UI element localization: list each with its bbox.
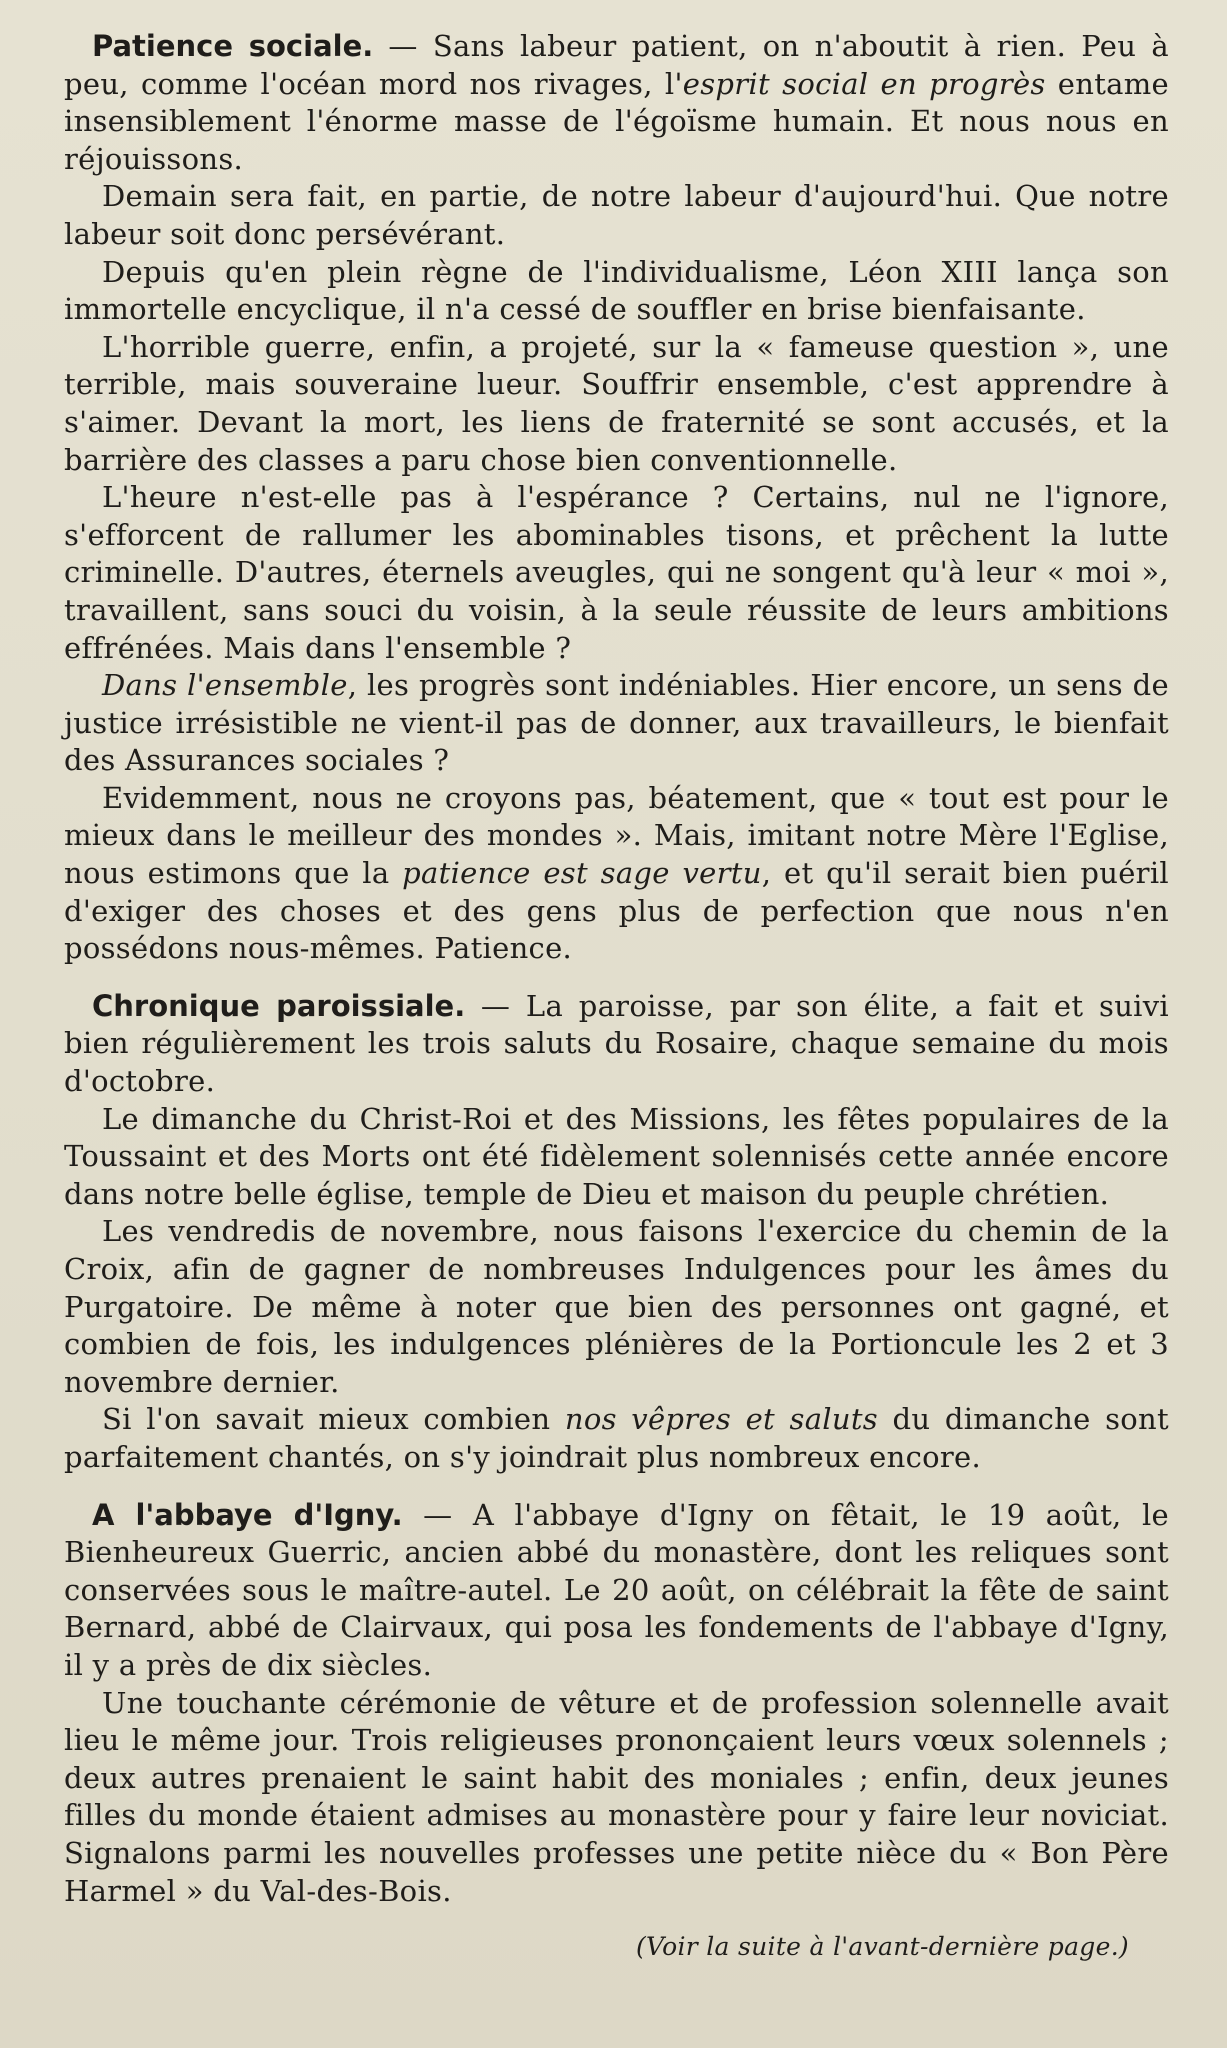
paragraph: Dans l'ensemble, les progrès sont indéniables. Hier encore, un sens de justice irrésistible ne vient-il pas de donner, aux travailleurs, le bienfait des Assurances sociales ?: [64, 668, 1169, 778]
section-heading: Patience sociale.: [92, 29, 374, 63]
paragraph: A l'abbaye d'Igny. — A l'abbaye d'Igny on fêtait, le 19 août, le Bienheureux Guerric, ancien abbé du monastère, dont les reliques sont conservées sous le maître-autel. Le 20 août, on célébrait la fête de saint Bernard, abbé de Clairvaux, qui posa les fondements de l'abbaye d'Igny, il y a près de dix siècles.: [64, 1497, 1169, 1682]
section-abbaye-igny: [64, 1497, 1169, 1911]
continuation-note: (Voir la suite à l'avant-dernière page.): [635, 1932, 1129, 1962]
section-patience-sociale: [64, 28, 1169, 968]
paragraph: Depuis qu'en plein règne de l'individualisme, Léon XIII lança son immortelle encyclique, il n'a cessé de souffler en brise bienfaisante.: [64, 254, 1169, 327]
paragraph: Une touchante cérémonie de vêture et de profession solennelle avait lieu le même jour. Trois religieuses prononçaient leurs vœux solennels ; deux autres prenaient le saint habit des moniales ; enfin, deux jeunes filles du monde étaient admises au monastère pour y faire leur noviciat. Signalons parmi les nouvelles professes une petite nièce du « Bon Père Harmel » du Val-des-Bois.: [64, 1685, 1169, 1908]
section-heading: Chronique paroissiale.: [92, 988, 466, 1023]
paragraph: L'horrible guerre, enfin, a projeté, sur la « fameuse question », une terrible, mais souveraine lueur. Souffrir ensemble, c'est apprendre à s'aimer. Devant la mort, les liens de fraternité se sont accusés, et la barrière des classes a paru chose bien conventionnelle.: [64, 329, 1169, 477]
paragraph: L'heure n'est-elle pas à l'espérance ? Certains, nul ne l'ignore, s'efforcent de rallumer les abominables tisons, et prêchent la lutte criminelle. D'autres, éternels aveugles, qui ne songent qu'à leur « moi », travaillent, sans souci du voisin, à la seule réussite de leurs ambitions effrénées. Mais dans l'ensemble ?: [64, 480, 1169, 665]
paragraph: Patience sociale. — Sans labeur patient, on n'aboutit à rien. Peu à peu, comme l'océan mord nos rivages, l'esprit social en progrès entame insensiblement l'énorme masse de l'égoïsme humain. Et nous nous en réjouissons.: [64, 29, 1170, 176]
paragraph: Evidemment, nous ne croyons pas, béatement, que « tout est pour le mieux dans le meilleur des mondes ». Mais, imitant notre Mère l'Eglise, nous estimons que la patience est sage vertu, et qu'il serait bien puéril d'exiger des choses et des gens plus de perfection que nous n'en possédons nous-mêmes. Patience.: [64, 780, 1169, 966]
section-chronique-paroissiale: [64, 988, 1169, 1477]
paragraph: Si l'on savait mieux combien nos vêpres et saluts du dimanche sont parfaitement chantés, on s'y joindrait plus nombreux encore.: [64, 1402, 1169, 1474]
paragraph: Chronique paroissiale. — La paroisse, par son élite, a fait et suivi bien régulièrement les trois saluts du Rosaire, chaque semaine du mois d'octobre.: [64, 988, 1170, 1099]
section-heading: A l'abbaye d'Igny.: [92, 1497, 403, 1532]
paragraph: Les vendredis de novembre, nous faisons l'exercice du chemin de la Croix, afin de gagner de nombreuses Indulgences pour les âmes du Purgatoire. De même à noter que bien des personnes ont gagné, et combien de fois, les indulgences plénières de la Portioncule les 2 et 3 novembre dernier.: [64, 1214, 1169, 1399]
paragraph: Demain sera fait, en partie, de notre labeur d'aujourd'hui. Que notre labeur soit donc persévérant.: [64, 179, 1169, 251]
paragraph: Le dimanche du Christ-Roi et des Missions, les fêtes populaires de la Toussaint et des Morts ont été fidèlement solennisés cette année encore dans notre belle église, temple de Dieu et maison du peuple chrétien.: [64, 1101, 1169, 1211]
